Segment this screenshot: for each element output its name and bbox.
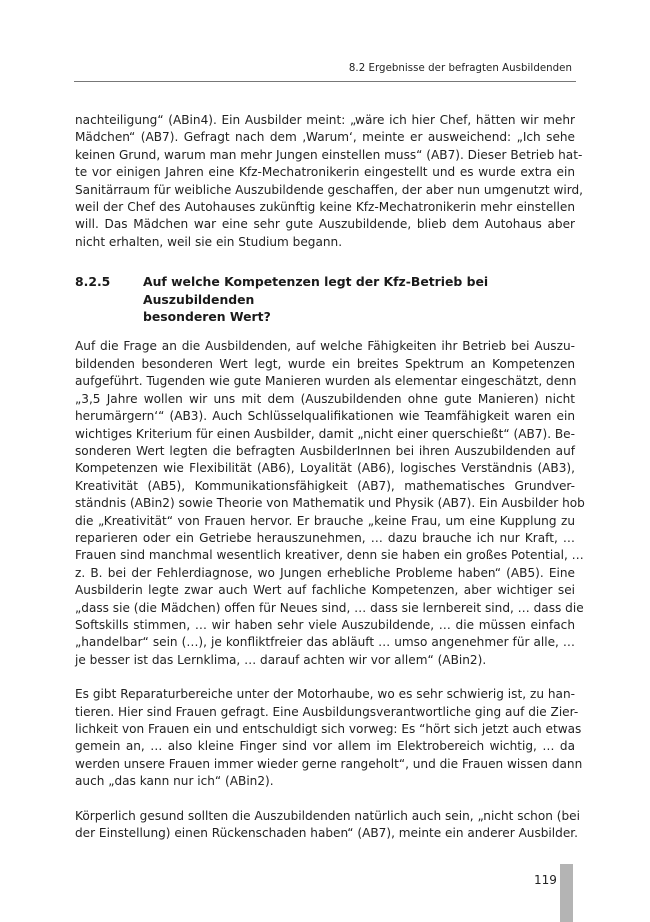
paragraph-1 [75, 112, 584, 251]
text-line: bildenden besonderen Wert legt, wurde ein breites Spektrum an Kompetenzen [75, 356, 575, 371]
text-line: weil der Chef des Autohauses zukünftig keine Kfz-Mechatronikerin mehr einstellen [75, 200, 575, 215]
text-line: die „Kreativität“ von Frauen hervor. Er brauche „keine Frau, um eine Kupplung zu [75, 513, 575, 528]
section-title-line-1: Auf welche Kompetenzen legt der Kfz-Betrieb bei Auszubildenden [143, 274, 489, 307]
text-line: „3,5 Jahre wollen wir uns mit dem (Auszubildenden ohne gute Manieren) nicht [75, 391, 575, 406]
paragraph-gap [75, 791, 575, 808]
text-line: Kreativität (AB5), Kommunikationsfähigkeit (AB7), mathematisches Grundver- [75, 478, 575, 493]
text-line: „dass sie (die Mädchen) offen für Neues sind, … dass sie lernbereit sind, … dass die [75, 600, 584, 615]
paragraph-2 [75, 338, 585, 669]
page-body [75, 112, 585, 842]
text-line: Kompetenzen wie Flexibilität (AB6), Loyalität (AB6), logisches Verständnis (AB3), [75, 461, 575, 476]
text-line: gemein an, … also kleine Finger sind vor allem im Elektrobereich wichtig, … da [75, 739, 575, 754]
text-line: Ausbilderin legte zwar auch Wert auf fachliche Kompetenzen, aber wichtiger sei [75, 583, 575, 598]
text-line: herumärgern‘“ (AB3). Auch Schlüsselqualifikationen wie Teamfähigkeit waren ein [75, 409, 575, 424]
text-line: nachteiligung“ (ABin4). Ein Ausbilder meint: „wäre ich hier Chef, hätten wir mehr [75, 113, 575, 127]
text-line: aufgeführt. Tugenden wie gute Manieren wurden als elementar eingeschätzt, denn [75, 374, 577, 389]
text-line: sonderen Wert legten die befragten AusbilderInnen bei ihren Auszubildenden auf [75, 443, 575, 458]
text-line: Körperlich gesund sollten die Auszubildenden natürlich auch sein, „nicht schon (bei [75, 808, 580, 823]
running-header [0, 0, 650, 90]
text-line: Es gibt Reparaturbereiche unter der Motorhaube, wo es sehr schwierig ist, zu han- [75, 687, 575, 702]
text-line: nicht erhalten, weil sie ein Studium begann. [75, 234, 343, 249]
text-line: te vor einigen Jahren eine Kfz-Mechatronikerin eingestellt und es wurde extra ein [75, 165, 575, 180]
text-line: Auf die Frage an die Ausbildenden, auf welche Fähigkeiten ihr Betrieb bei Auszu- [75, 339, 575, 354]
text-line: lichkeit von Frauen ein und entschuldigt sich vorweg: Es “hört sich jetzt auch etwas [75, 722, 582, 736]
text-line: Sanitärraum für weibliche Auszubildende geschaffen, der aber nun umgenutzt wird, [75, 182, 584, 197]
paragraph-3 [75, 686, 583, 790]
text-line: wichtiges Kriterium für einen Ausbilder, damit „nicht einer querschießt“ (AB7). Be- [75, 426, 575, 441]
text-line: je besser ist das Lernklima, … darauf achten wir vor allem“ (ABin2). [75, 652, 487, 667]
section-number: 8.2.5 [75, 274, 111, 290]
text-line: Frauen sind manchmal wesentlich kreativer, denn sie haben ein großes Potential, … [75, 548, 584, 563]
text-line: reparieren oder ein Getriebe herauszunehmen, … dazu brauche ich nur Kraft, … [75, 530, 575, 545]
text-line: Mädchen“ (AB7). Gefragt nach dem ‚Warum‘, meinte er ausweichend: „Ich sehe [75, 130, 575, 145]
paragraph-gap [75, 669, 575, 686]
paragraph-4 [75, 808, 580, 843]
section-heading [75, 273, 575, 325]
running-header-title: 8.2 Ergebnisse der befragten Ausbildenden [348, 63, 572, 74]
text-line: ständnis (ABin2) sowie Theorie von Mathematik und Physik (AB7). Ein Ausbilder hob [75, 496, 585, 511]
text-line: „handelbar“ sein (…), je konfliktfreier das abläuft … umso angenehmer für alle, … [75, 635, 575, 650]
text-line: Softskills stimmen, … wir haben sehr viele Auszubildende, … die müssen einfach [75, 617, 575, 632]
text-line: will. Das Mädchen war eine sehr gute Auszubildende, blieb dem Autohaus aber [75, 217, 575, 232]
page-edge-tab [560, 864, 573, 922]
text-line: auch „das kann nur ich“ (ABin2). [75, 774, 274, 789]
text-line: werden unsere Frauen immer wieder gerne rangeholt“, und die Frauen wissen dann [75, 756, 583, 771]
page-number: 119 [534, 873, 557, 887]
section-title-line-2: besonderen Wert? [143, 309, 271, 325]
header-rule [74, 81, 576, 82]
text-line: tieren. Hier sind Frauen gefragt. Eine Ausbildungsverantwortliche ging auf die Zier- [75, 704, 579, 719]
text-line: keinen Grund, warum man mehr Jungen einstellen muss“ (AB7). Dieser Betrieb hat- [75, 147, 583, 162]
text-line: z. B. bei der Fehlerdiagnose, wo Jungen erhebliche Probleme haben“ (AB5). Eine [75, 565, 575, 580]
text-line: der Einstellung) einen Rückenschaden haben“ (AB7), meinte ein anderer Ausbilder. [75, 826, 578, 841]
